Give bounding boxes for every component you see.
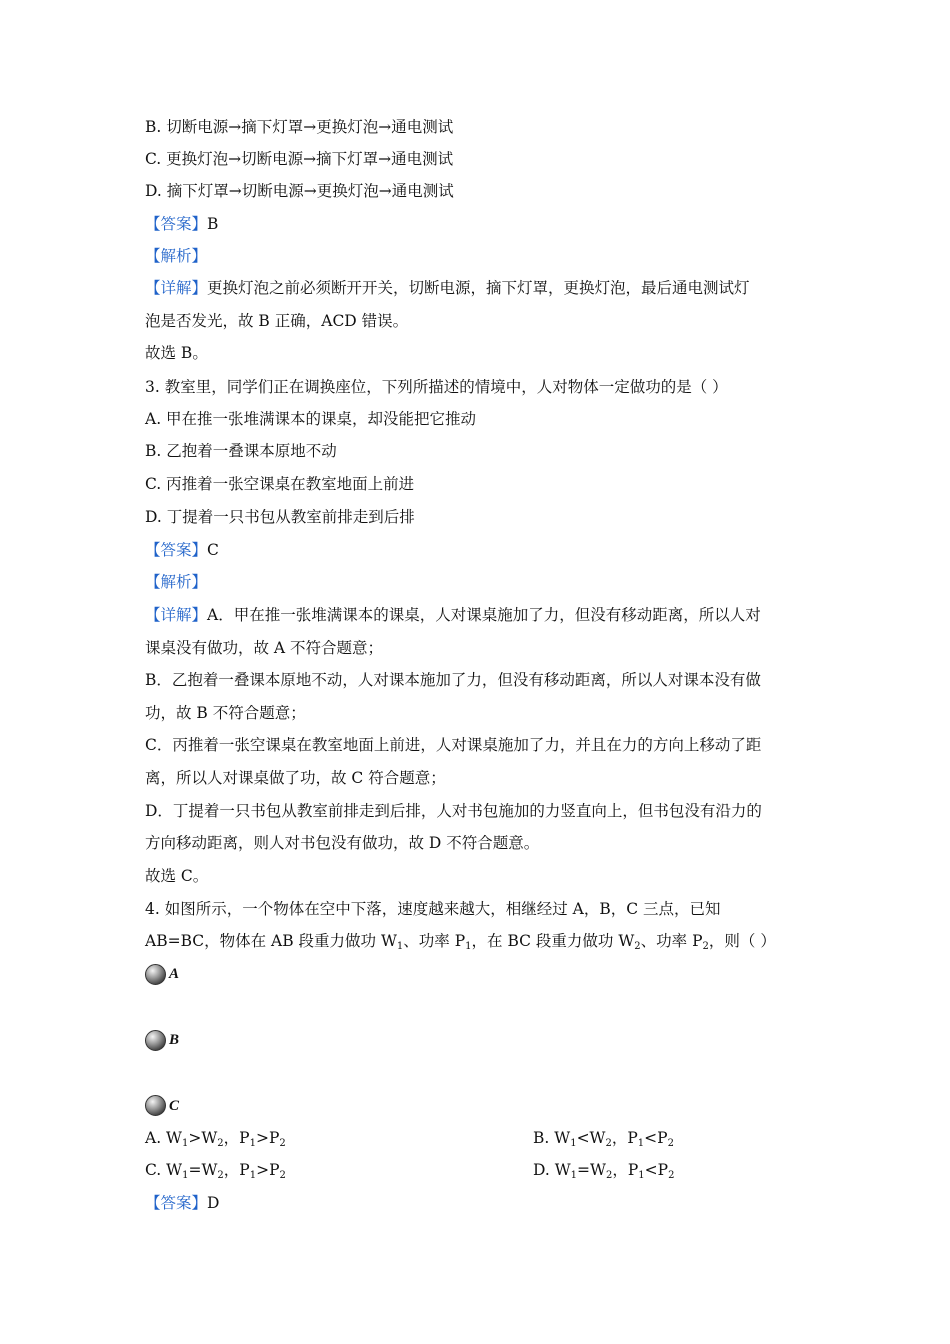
option-text: <P bbox=[644, 1161, 669, 1179]
q2-choose: 故选 B。 bbox=[145, 344, 208, 362]
detail-text: 更换灯泡之前必须断开开关，切断电源，摘下灯罩，更换灯泡，最后通电测试灯 bbox=[207, 279, 750, 297]
answer-value: B bbox=[207, 215, 219, 233]
stem-text: 、功率 P bbox=[640, 932, 703, 950]
option-text: A. W bbox=[145, 1129, 182, 1147]
q2-answer bbox=[145, 214, 218, 234]
subscript: 2 bbox=[667, 1138, 674, 1149]
q4-stem-line-2 bbox=[145, 931, 776, 951]
q2-detail-line-2: 泡是否发光，故 B 正确，ACD 错误。 bbox=[145, 312, 409, 330]
q3-option-c: C. 丙推着一张空课桌在教室地面上前进 bbox=[145, 475, 415, 493]
q3-detail-line-1 bbox=[145, 605, 761, 625]
detail-text: A．甲在推一张堆满课本的课桌，人对课桌施加了力，但没有移动距离，所以人对 bbox=[207, 606, 761, 624]
q4-option-a bbox=[145, 1128, 286, 1148]
q3-option-d: D. 丁提着一只书包从教室前排走到后排 bbox=[145, 508, 415, 526]
option-text: D. W bbox=[533, 1161, 571, 1179]
q3-option-b: B. 乙抱着一叠课本原地不动 bbox=[145, 442, 337, 460]
q3-answer bbox=[145, 540, 219, 560]
option-text: >P bbox=[256, 1161, 280, 1179]
ball-a-figure bbox=[145, 964, 166, 985]
option-text: ，P bbox=[223, 1161, 250, 1179]
subscript: 1 bbox=[181, 1138, 189, 1149]
q3-stem: 3. 教室里，同学们正在调换座位，下列所描述的情境中，人对物体一定做功的是（ ） bbox=[145, 378, 728, 396]
subscript: 2 bbox=[605, 1170, 613, 1181]
subscript: 1 bbox=[396, 941, 404, 952]
stem-text: AB=BC，物体在 AB 段重力做功 W bbox=[145, 932, 397, 950]
q3-detail-line-5: C．丙推着一张空课桌在教室地面上前进，人对课桌施加了力，并且在力的方向上移动了距 bbox=[145, 736, 762, 754]
answer-value: C bbox=[207, 541, 219, 559]
subscript: 2 bbox=[279, 1170, 286, 1181]
stem-text: ，在 BC 段重力做功 W bbox=[471, 932, 635, 950]
subscript: 1 bbox=[637, 1138, 645, 1149]
subscript: 2 bbox=[668, 1170, 675, 1181]
q2-analysis-tag: 【解析】 bbox=[145, 247, 208, 265]
subscript: 2 bbox=[605, 1138, 612, 1149]
subscript: 1 bbox=[182, 1170, 189, 1181]
q2-option-c: C. 更换灯泡→切断电源→摘下灯罩→通电测试 bbox=[145, 150, 454, 168]
subscript: 2 bbox=[217, 1138, 224, 1149]
option-text: <P bbox=[644, 1129, 668, 1147]
q4-option-b bbox=[533, 1128, 674, 1148]
q3-analysis-tag: 【解析】 bbox=[145, 573, 208, 591]
q3-option-a: A. 甲在推一张堆满课本的课桌，却没能把它推动 bbox=[145, 410, 477, 428]
q4-option-c bbox=[145, 1160, 286, 1180]
subscript: 1 bbox=[249, 1138, 256, 1149]
q4-option-d bbox=[533, 1160, 674, 1180]
answer-tag: 【答案】 bbox=[145, 541, 208, 559]
q3-choose: 故选 C。 bbox=[145, 867, 209, 885]
q3-detail-line-7: D．丁提着一只书包从教室前排走到后排，人对书包施加的力竖直向上，但书包没有沿力的 bbox=[145, 802, 762, 820]
point-c-label: C bbox=[169, 1098, 180, 1114]
subscript: 2 bbox=[279, 1138, 286, 1149]
stem-text: 、功率 P bbox=[403, 932, 466, 950]
option-text: B. W bbox=[533, 1129, 571, 1147]
detail-tag: 【详解】 bbox=[145, 606, 208, 624]
subscript: 1 bbox=[465, 941, 472, 952]
option-text: >W bbox=[188, 1129, 218, 1147]
answer-value: D bbox=[207, 1194, 220, 1212]
subscript: 1 bbox=[570, 1138, 577, 1149]
option-text: >P bbox=[255, 1129, 280, 1147]
q4-answer bbox=[145, 1193, 219, 1213]
option-text: <W bbox=[576, 1129, 606, 1147]
point-a-label: A bbox=[169, 966, 180, 982]
answer-tag: 【答案】 bbox=[145, 1194, 208, 1212]
q3-detail-line-3: B．乙抱着一叠课本原地不动，人对课本施加了力，但没有移动距离，所以人对课本没有做 bbox=[145, 671, 761, 689]
ball-b-figure bbox=[145, 1030, 166, 1051]
subscript: 2 bbox=[702, 941, 709, 952]
q3-detail-line-2: 课桌没有做功，故 A 不符合题意； bbox=[145, 639, 384, 657]
option-text: ，P bbox=[223, 1129, 250, 1147]
option-text: C. W bbox=[145, 1161, 183, 1179]
detail-tag: 【详解】 bbox=[145, 279, 208, 297]
option-text: =W bbox=[188, 1161, 218, 1179]
option-text: ，P bbox=[612, 1161, 639, 1179]
answer-tag: 【答案】 bbox=[145, 215, 208, 233]
point-b-label: B bbox=[169, 1032, 180, 1048]
q4-stem-line-1: 4. 如图所示，一个物体在空中下落，速度越来越大，相继经过 A，B，C 三点，已知 bbox=[145, 900, 721, 918]
subscript: 2 bbox=[634, 941, 641, 952]
q3-detail-line-6: 离，所以人对课桌做了功，故 C 符合题意； bbox=[145, 769, 446, 787]
ball-c-figure bbox=[145, 1095, 166, 1116]
q3-detail-line-8: 方向移动距离，则人对书包没有做功，故 D 不符合题意。 bbox=[145, 834, 540, 852]
subscript: 1 bbox=[249, 1170, 257, 1181]
stem-text: ，则（ ） bbox=[708, 932, 776, 950]
subscript: 1 bbox=[570, 1170, 578, 1181]
subscript: 2 bbox=[217, 1170, 224, 1181]
q2-detail-line-1 bbox=[145, 278, 750, 298]
subscript: 1 bbox=[638, 1170, 645, 1181]
q3-detail-line-4: 功，故 B 不符合题意； bbox=[145, 704, 306, 722]
option-text: =W bbox=[577, 1161, 606, 1179]
q2-option-b: B. 切断电源→摘下灯罩→更换灯泡→通电测试 bbox=[145, 118, 454, 136]
option-text: ，P bbox=[611, 1129, 638, 1147]
q2-option-d: D. 摘下灯罩→切断电源→更换灯泡→通电测试 bbox=[145, 182, 454, 200]
